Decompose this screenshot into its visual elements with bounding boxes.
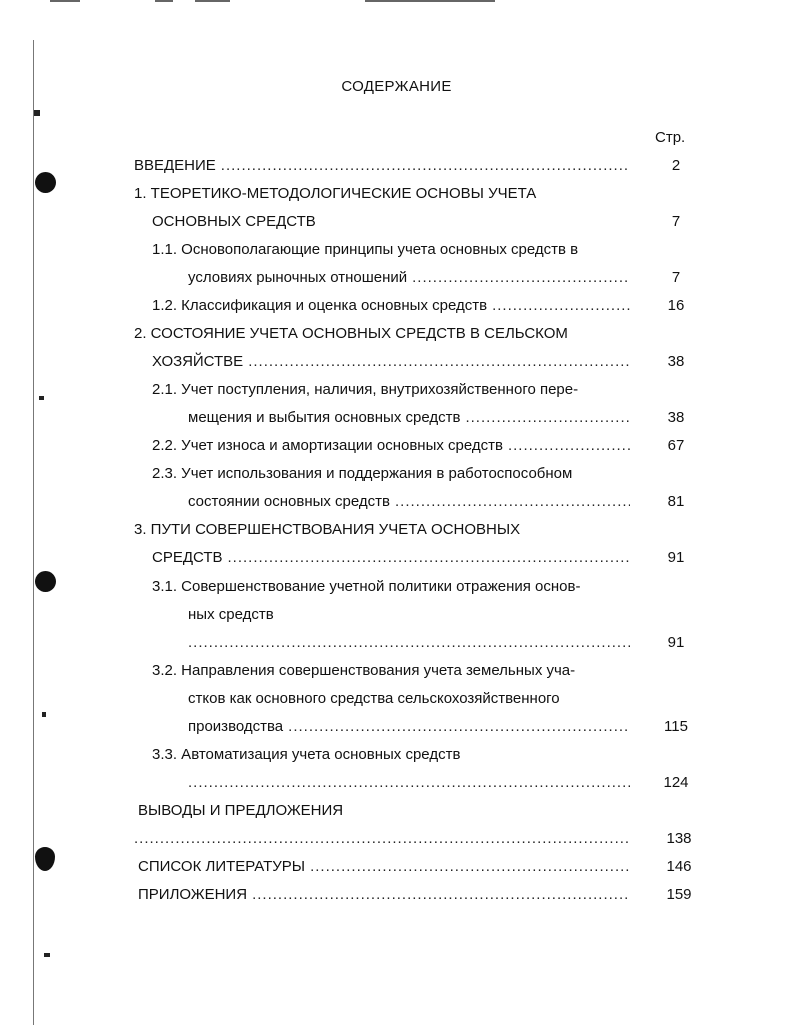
toc-entry-text: 2. СОСТОЯНИЕ УЧЕТА ОСНОВНЫХ СРЕДСТВ В СЕЛЬСКОМ [134, 325, 568, 342]
toc-entry-section-3-1-leader [188, 629, 630, 657]
toc-entry-text: 1.2. Классификация и оценка основных средств [152, 297, 488, 314]
toc-entry-text: ХОЗЯЙСТВЕ [152, 353, 244, 370]
scan-speck [44, 953, 50, 957]
toc-entry-page: 124 [663, 774, 689, 791]
toc-entry-page: 91 [667, 549, 685, 566]
toc-entry-conclusions[interactable] [138, 797, 630, 825]
toc-entry-text: СПИСОК ЛИТЕРАТУРЫ [138, 858, 306, 875]
toc-entry-section-3-cont [152, 544, 630, 572]
toc-entry-section-3-2[interactable] [152, 657, 630, 685]
toc-leader-dots [465, 404, 630, 432]
toc-entry-appendices[interactable] [138, 881, 630, 909]
toc-leader-dots [508, 432, 630, 460]
toc-entry-text: условиях рыночных отношений [188, 269, 408, 286]
toc-entry-section-2-2[interactable] [152, 432, 630, 460]
toc-entry-text: СРЕДСТВ [152, 549, 223, 566]
toc-leader-dots [248, 348, 630, 376]
toc-entry-section-3-3[interactable] [152, 741, 630, 769]
scan-speck [39, 396, 44, 400]
scan-smudge [50, 0, 80, 2]
toc-leader-dots [188, 769, 630, 797]
toc-leader-dots [252, 881, 630, 909]
toc-entry-text: 2.2. Учет износа и амортизации основных средств [152, 437, 503, 454]
toc-entry-section-1-2[interactable] [152, 292, 630, 320]
scan-edge-line [33, 40, 34, 1025]
toc-entry-section-2-cont [152, 348, 630, 376]
toc-entry-section-1-1-cont [188, 264, 630, 292]
toc-entry-section-2-3[interactable] [152, 460, 630, 488]
toc-entry-page: 138 [666, 830, 692, 847]
toc-entry-text: 3. ПУТИ СОВЕРШЕНСТВОВАНИЯ УЧЕТА ОСНОВНЫХ [134, 521, 521, 538]
toc-entry-text: 3.2. Направления совершенствования учета земельных уча- [152, 662, 576, 679]
toc-entry-text: производства [188, 718, 284, 735]
toc-entry-text: 2.3. Учет использования и поддержания в работоспособном [152, 465, 573, 482]
toc-entry-page: 7 [671, 213, 681, 230]
toc-entry-section-1-1[interactable] [152, 236, 630, 264]
toc-entry-text: ПРИЛОЖЕНИЯ [138, 886, 248, 903]
toc-leader-dots [288, 713, 630, 741]
scan-smudge [155, 0, 173, 2]
toc-entry-text: ВВЕДЕНИЕ [134, 157, 216, 174]
toc-entry-text: состоянии основных средств [188, 493, 391, 510]
toc-title: СОДЕРЖАНИЕ [341, 78, 452, 95]
toc-entry-page: 16 [667, 297, 685, 314]
toc-entry-text: 3.3. Автоматизация учета основных средств [152, 746, 461, 763]
toc-entry-page: 2 [671, 157, 681, 174]
toc-entry-introduction[interactable] [134, 152, 630, 180]
toc-entry-page: 81 [667, 493, 685, 510]
toc-entry-section-2-1-cont [188, 404, 630, 432]
punch-hole [35, 172, 56, 193]
toc-entry-section-3[interactable] [134, 516, 630, 544]
scan-smudge [365, 0, 495, 2]
toc-leader-dots [492, 292, 630, 320]
toc-leader-dots [395, 488, 630, 516]
toc-leader-dots [221, 152, 630, 180]
scan-speck [34, 110, 40, 116]
scan-speck [42, 712, 46, 717]
scan-smudge [195, 0, 230, 2]
toc-entry-page: 146 [666, 858, 692, 875]
toc-entry-text: 1.1. Основополагающие принципы учета основных средств в [152, 241, 579, 258]
toc-entry-section-2-3-cont [188, 488, 630, 516]
toc-entry-section-2-1[interactable] [152, 376, 630, 404]
toc-entry-page: 159 [666, 886, 692, 903]
toc-leader-dots [310, 853, 630, 881]
toc-entry-text: 3.1. Совершенствование учетной политики отражения основ- [152, 578, 581, 595]
toc-entry-text: стков как основного средства сельскохозяйственного [188, 690, 560, 707]
toc-entry-text: мещения и выбытия основных средств [188, 409, 461, 426]
toc-entry-references[interactable] [138, 853, 630, 881]
punch-hole [35, 847, 55, 871]
toc-entry-page: 91 [667, 634, 685, 651]
toc-entry-text: 2.1. Учет поступления, наличия, внутрихозяйственного пере- [152, 381, 579, 398]
toc-entry-conclusions-leader [134, 825, 630, 853]
toc-entry-text: 1. ТЕОРЕТИКО-МЕТОДОЛОГИЧЕСКИЕ ОСНОВЫ УЧЕТА [134, 185, 537, 202]
toc-entry-page: 38 [667, 409, 685, 426]
toc-entry-text: ВЫВОДЫ И ПРЕДЛОЖЕНИЯ [138, 802, 344, 819]
punch-hole [35, 571, 56, 592]
toc-entry-section-2[interactable] [134, 320, 630, 348]
toc-entry-section-3-3-leader [188, 769, 630, 797]
toc-entry-page: 7 [671, 269, 681, 286]
toc-entry-section-3-1[interactable] [152, 573, 630, 601]
toc-leader-dots [412, 264, 630, 292]
toc-entry-page: 115 [664, 718, 688, 735]
toc-entry-section-3-2-cont2 [188, 713, 630, 741]
toc-entry-page: 67 [667, 437, 685, 454]
toc-leader-dots [228, 544, 630, 572]
toc-leader-dots [134, 825, 630, 853]
toc-entry-section-3-2-cont [188, 685, 630, 713]
page-column-header: Стр. [655, 129, 686, 146]
toc-entry-text: ОСНОВНЫХ СРЕДСТВ [152, 213, 316, 230]
toc-entry-section-3-1-cont [188, 601, 630, 629]
toc-entry-page: 38 [667, 353, 685, 370]
toc-entry-section-1-cont [152, 208, 630, 236]
toc-entry-text: ных средств [188, 606, 274, 623]
toc-leader-dots [188, 629, 630, 657]
toc-entry-section-1[interactable] [134, 180, 630, 208]
